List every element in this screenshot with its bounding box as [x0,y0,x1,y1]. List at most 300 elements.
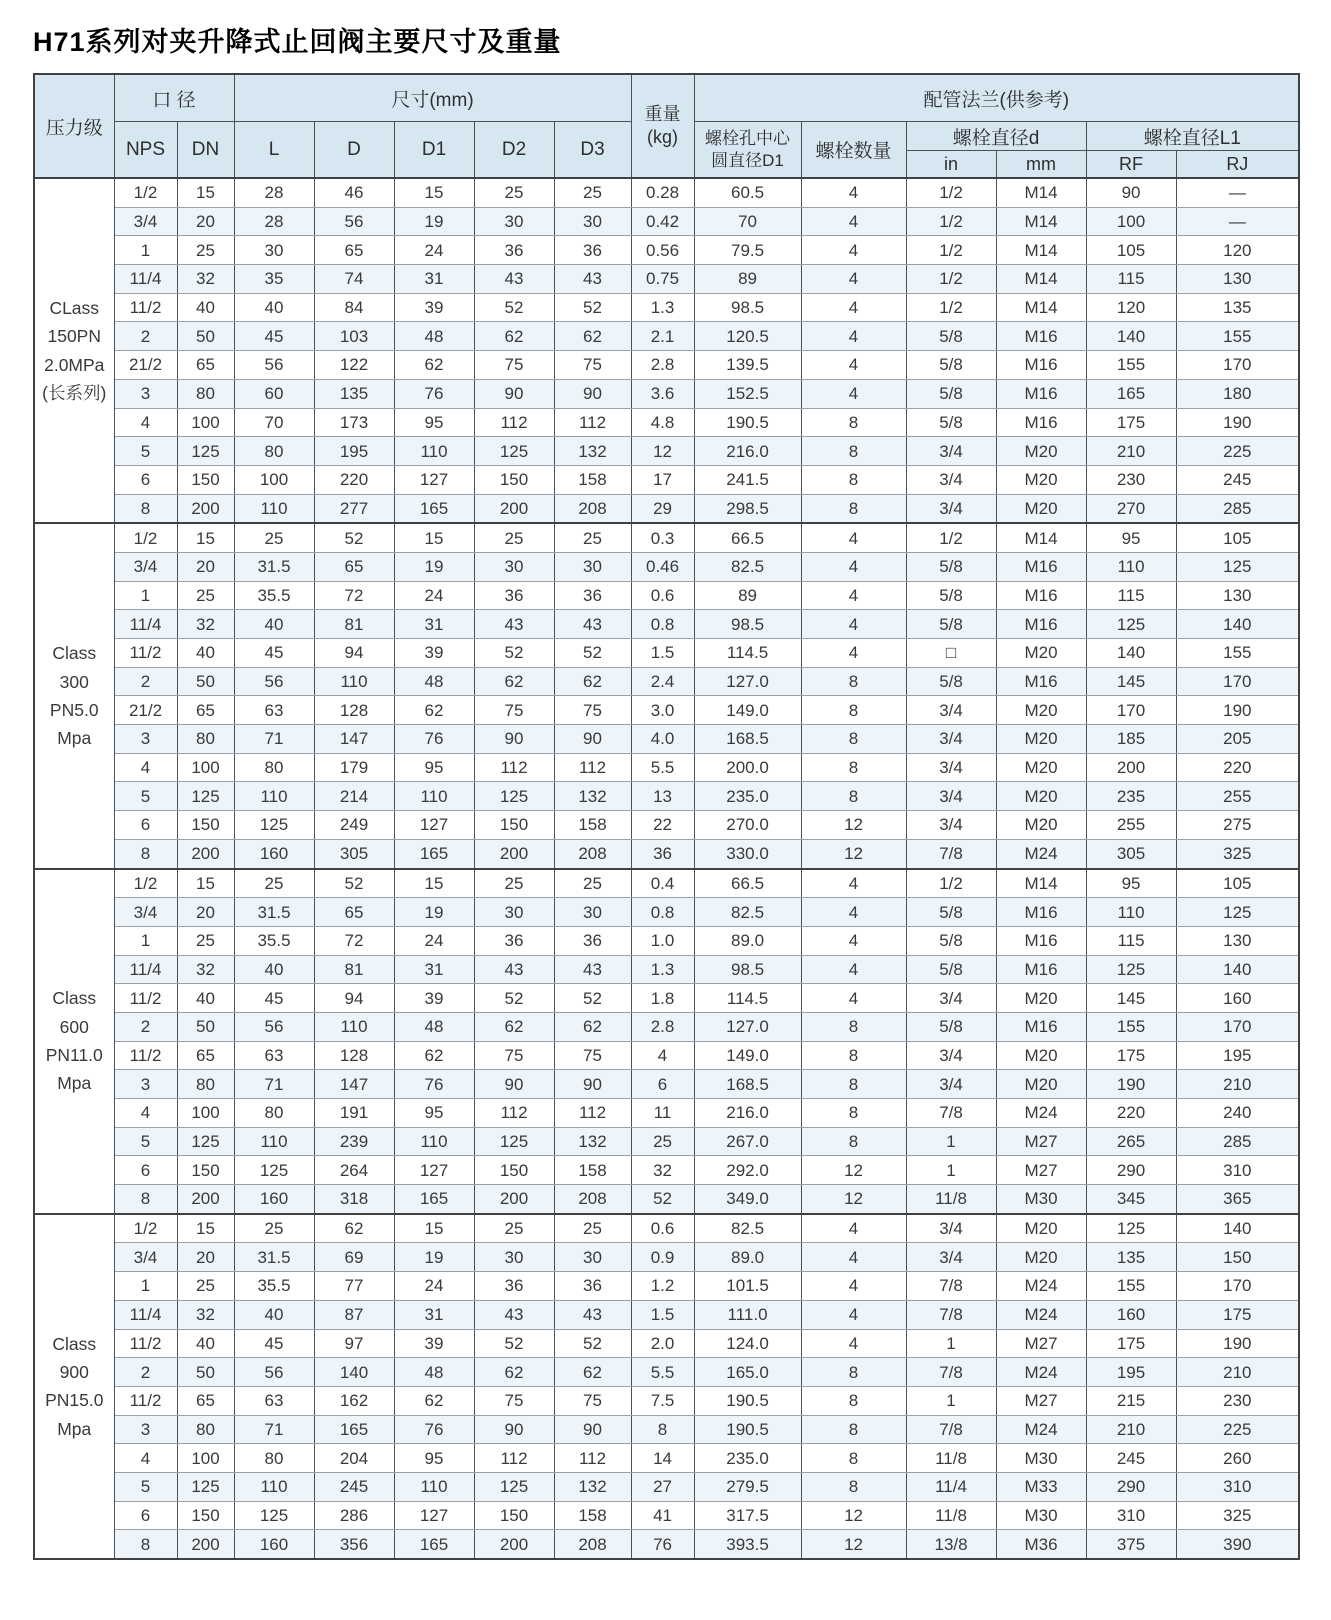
table-cell: 15 [394,523,474,552]
table-cell: 190 [1086,1070,1176,1099]
table-cell: 40 [177,1329,234,1358]
table-cell: 65 [314,898,394,927]
table-cell: 2 [114,667,177,696]
table-cell: 46 [314,178,394,207]
table-cell: 170 [1176,667,1299,696]
table-cell: — [1176,207,1299,236]
header-bolt-qty: 螺栓数量 [801,122,906,179]
table-cell: 80 [234,437,314,466]
table-cell: 298.5 [694,494,801,523]
table-cell: 162 [314,1386,394,1415]
table-cell: 40 [234,293,314,322]
table-cell: 98.5 [694,293,801,322]
table-cell: 115 [1086,265,1176,294]
table-cell: 1/2 [906,265,996,294]
pressure-class-label [34,1214,114,1559]
table-cell: 65 [314,236,394,265]
table-cell: 132 [554,1127,631,1156]
pressure-class-line: PN11.0 [45,1045,103,1066]
table-cell: 1.0 [631,926,694,955]
table-cell: 1/2 [906,293,996,322]
table-cell: 39 [394,639,474,668]
pressure-class-label [34,178,114,523]
table-cell: 110 [234,1472,314,1501]
table-cell: 75 [474,696,554,725]
table-cell: 31 [394,1300,474,1329]
table-cell: 8 [801,437,906,466]
table-cell: 30 [554,898,631,927]
table-cell: M30 [996,1444,1086,1473]
table-cell: 5/8 [906,898,996,927]
table-cell: M20 [996,465,1086,494]
table-cell: 20 [177,898,234,927]
table-cell: M20 [996,984,1086,1013]
table-row [34,465,1299,494]
table-cell: 31 [394,265,474,294]
table-cell: 125 [1086,1214,1176,1243]
table-cell: 230 [1086,465,1176,494]
table-cell: 325 [1176,839,1299,868]
table-cell: 89.0 [694,926,801,955]
table-cell: 62 [474,322,554,351]
table-cell: 60 [234,379,314,408]
table-cell: 25 [554,1214,631,1243]
table-cell: 25 [177,926,234,955]
table-cell: 150 [177,811,234,840]
table-cell: 5 [114,437,177,466]
header-weight-line1: 重量 [644,103,681,124]
table-cell: 267.0 [694,1127,801,1156]
table-cell: 241.5 [694,465,801,494]
table-cell: 125 [177,782,234,811]
table-body [34,178,1299,1559]
header-dim-d3: D3 [554,122,631,179]
table-cell: 150 [177,1156,234,1185]
table-cell: 15 [394,869,474,898]
table-cell: 114.5 [694,984,801,1013]
table-cell: 8 [801,753,906,782]
table-cell: 165 [394,1185,474,1214]
table-cell: M14 [996,523,1086,552]
table-cell: 110 [1086,898,1176,927]
table-cell: 318 [314,1185,394,1214]
table-cell: 365 [1176,1185,1299,1214]
table-cell: 39 [394,1329,474,1358]
table-cell: 8 [801,1472,906,1501]
table-cell: 56 [314,207,394,236]
table-cell: 45 [234,984,314,1013]
table-cell: 3 [114,379,177,408]
table-cell: 112 [474,408,554,437]
table-cell: M30 [996,1501,1086,1530]
table-row [34,1070,1299,1099]
header-flange: 配管法兰(供参考) [694,74,1299,122]
table-cell: 65 [314,552,394,581]
table-cell: 208 [554,1530,631,1559]
table-cell: 25 [474,178,554,207]
table-row [34,839,1299,868]
table-cell: 43 [474,955,554,984]
table-cell: 63 [234,696,314,725]
table-cell: M14 [996,869,1086,898]
table-cell: 12 [801,1185,906,1214]
table-cell: 6 [631,1070,694,1099]
table-row [34,437,1299,466]
table-cell: 180 [1176,379,1299,408]
table-cell: 48 [394,667,474,696]
table-cell: 5/8 [906,926,996,955]
header-dim-l: L [234,122,314,179]
table-cell: 3/4 [906,984,996,1013]
table-cell: 200 [474,839,554,868]
table-cell: 100 [177,753,234,782]
table-cell: 125 [474,437,554,466]
table-cell: 110 [1086,552,1176,581]
table-cell: 4 [801,898,906,927]
table-cell: 30 [474,898,554,927]
table-cell: M16 [996,898,1086,927]
table-cell: 11/2 [114,984,177,1013]
table-cell: 39 [394,293,474,322]
table-row [34,926,1299,955]
table-cell: 4 [801,1272,906,1301]
table-cell: 290 [1086,1472,1176,1501]
table-cell: 80 [177,379,234,408]
table-cell: 112 [474,1444,554,1473]
table-cell: 17 [631,465,694,494]
table-cell: 32 [177,265,234,294]
table-cell: 145 [1086,984,1176,1013]
table-cell: 50 [177,322,234,351]
table-cell: 43 [554,265,631,294]
table-cell: 25 [474,869,554,898]
table-cell: 90 [554,1070,631,1099]
pressure-class-line: 2.0MPa [44,354,105,375]
table-cell: 8 [114,494,177,523]
table-cell: 8 [801,1415,906,1444]
table-cell: 216.0 [694,1099,801,1128]
header-bolt-circle-line2: 圆直径D1 [711,150,784,170]
table-cell: 52 [314,869,394,898]
table-cell: 4 [801,322,906,351]
table-cell: 150 [177,1501,234,1530]
table-cell: 3/4 [906,1243,996,1272]
table-cell: 15 [177,1214,234,1243]
table-cell: 11/2 [114,293,177,322]
table-cell: 15 [394,1214,474,1243]
table-cell: 71 [234,1070,314,1099]
table-cell: 65 [177,696,234,725]
table-cell: 31.5 [234,898,314,927]
table-cell: 220 [1176,753,1299,782]
table-cell: 63 [234,1041,314,1070]
table-cell: 52 [554,293,631,322]
table-cell: 7.5 [631,1386,694,1415]
table-cell: 100 [1086,207,1176,236]
table-cell: 2.8 [631,351,694,380]
table-cell: 30 [474,207,554,236]
table-cell: 25 [554,178,631,207]
table-cell: 5/8 [906,667,996,696]
table-cell: 5/8 [906,322,996,351]
table-cell: 5/8 [906,408,996,437]
table-cell: 63 [234,1386,314,1415]
table-cell: 1.3 [631,293,694,322]
table-cell: 28 [234,178,314,207]
table-cell: 101.5 [694,1272,801,1301]
pressure-class-line: 600 [59,1016,89,1037]
pressure-class-line: (长系列) [42,382,107,403]
table-cell: 255 [1176,782,1299,811]
table-cell: 52 [554,1329,631,1358]
table-cell: M20 [996,1041,1086,1070]
table-cell: 105 [1176,869,1299,898]
table-cell: 235 [1086,782,1176,811]
table-cell: 5 [114,782,177,811]
table-cell: 210 [1176,1070,1299,1099]
table-row [34,869,1299,898]
table-cell: M20 [996,639,1086,668]
table-cell: 158 [554,1156,631,1185]
table-cell: 20 [177,207,234,236]
table-row [34,581,1299,610]
table-cell: 4 [801,581,906,610]
table-cell: 7/8 [906,1300,996,1329]
table-cell: 25 [177,581,234,610]
header-nps: NPS [114,122,177,179]
table-cell: 25 [234,869,314,898]
table-cell: 393.5 [694,1530,801,1559]
table-cell: 170 [1176,1012,1299,1041]
table-cell: 40 [234,610,314,639]
table-cell: 1 [906,1329,996,1358]
table-cell: 8 [801,1127,906,1156]
table-cell: 75 [474,1041,554,1070]
table-cell: 27 [631,1472,694,1501]
table-cell: 135 [314,379,394,408]
table-cell: 76 [394,379,474,408]
table-cell: 155 [1176,322,1299,351]
table-row [34,898,1299,927]
table-cell: 70 [234,408,314,437]
pressure-class-line: Class [52,1333,97,1354]
table-cell: 165 [1086,379,1176,408]
table-cell: M16 [996,955,1086,984]
table-cell: 103 [314,322,394,351]
table-cell: 30 [554,1243,631,1272]
table-cell: 275 [1176,811,1299,840]
table-cell: 3/4 [906,725,996,754]
table-cell: 20 [177,552,234,581]
table-cell: 128 [314,696,394,725]
table-cell: 8 [801,1041,906,1070]
table-cell: 179 [314,753,394,782]
table-cell: 94 [314,984,394,1013]
table-cell: 8 [801,1386,906,1415]
table-cell: 125 [234,811,314,840]
table-cell: 15 [177,869,234,898]
table-cell: 4 [801,379,906,408]
table-cell: 120 [1086,293,1176,322]
header-weight [631,74,694,178]
table-cell: 60.5 [694,178,801,207]
table-cell: 5.5 [631,1358,694,1387]
table-cell: 6 [114,465,177,494]
table-cell: 25 [554,869,631,898]
table-row [34,1501,1299,1530]
table-cell: 62 [474,1358,554,1387]
table-cell: 5/8 [906,552,996,581]
table-cell: 0.3 [631,523,694,552]
table-cell: 2.1 [631,322,694,351]
table-cell: 349.0 [694,1185,801,1214]
table-row [34,984,1299,1013]
table-cell: 1/2 [114,869,177,898]
table-cell: M27 [996,1127,1086,1156]
table-cell: 4 [801,984,906,1013]
table-cell: M16 [996,1012,1086,1041]
table-cell: 80 [234,1444,314,1473]
table-cell: 290 [1086,1156,1176,1185]
table-cell: 95 [394,1444,474,1473]
table-cell: 7/8 [906,1099,996,1128]
table-cell: 165 [314,1415,394,1444]
table-cell: 150 [1176,1243,1299,1272]
pressure-class-line: Mpa [57,728,92,749]
table-cell: 62 [554,1012,631,1041]
table-cell: 11/2 [114,1041,177,1070]
pressure-class-line: 150PN [47,326,101,347]
pressure-class-line: Mpa [57,1073,92,1094]
table-cell: 7/8 [906,1358,996,1387]
table-cell: 125 [474,782,554,811]
table-cell: 245 [314,1472,394,1501]
table-cell: 90 [554,379,631,408]
table-cell: 74 [314,265,394,294]
table-cell: 170 [1176,351,1299,380]
table-cell: 125 [474,1472,554,1501]
table-cell: 120.5 [694,322,801,351]
pressure-class-line: PN15.0 [45,1390,104,1411]
table-cell: 132 [554,1472,631,1501]
table-cell: 1.5 [631,1300,694,1329]
header-bolt-dia-d: 螺栓直径d [906,122,1086,151]
table-cell: 19 [394,552,474,581]
table-row [34,236,1299,265]
pressure-class-label [34,523,114,868]
table-cell: 125 [177,1127,234,1156]
table-cell: 13 [631,782,694,811]
table-cell: 125 [1086,610,1176,639]
table-cell: 95 [1086,523,1176,552]
table-cell: M20 [996,1070,1086,1099]
table-row [34,1127,1299,1156]
table-cell: 80 [234,1099,314,1128]
header-rj: RJ [1176,151,1299,179]
table-cell: 4 [801,293,906,322]
table-cell: M16 [996,379,1086,408]
table-cell: M20 [996,725,1086,754]
table-cell: 115 [1086,581,1176,610]
table-cell: 31.5 [234,552,314,581]
table-cell: 125 [474,1127,554,1156]
table-cell: 175 [1086,1329,1176,1358]
table-cell: 235.0 [694,1444,801,1473]
table-cell: 255 [1086,811,1176,840]
table-cell: 11 [631,1099,694,1128]
table-cell: 25 [177,236,234,265]
table-cell: 35.5 [234,581,314,610]
table-cell: 150 [474,465,554,494]
table-cell: 3/4 [906,696,996,725]
table-cell: 62 [314,1214,394,1243]
table-cell: 35 [234,265,314,294]
table-cell: M16 [996,610,1086,639]
table-cell: 127 [394,1156,474,1185]
table-cell: 52 [474,293,554,322]
table-cell: 11/2 [114,639,177,668]
table-row [34,610,1299,639]
table-row [34,782,1299,811]
table-cell: 125 [1086,955,1176,984]
table-row [34,955,1299,984]
table-cell: 24 [394,1272,474,1301]
table-cell: 62 [474,667,554,696]
table-cell: 72 [314,581,394,610]
table-cell: 36 [631,839,694,868]
table-cell: 112 [474,753,554,782]
table-cell: 112 [554,1099,631,1128]
table-cell: 35.5 [234,926,314,955]
table-cell: 72 [314,926,394,955]
table-row [34,1329,1299,1358]
table-cell: 3.0 [631,696,694,725]
dimensions-table [33,73,1300,1560]
table-cell: 8 [801,696,906,725]
table-cell: 95 [394,408,474,437]
table-cell: 356 [314,1530,394,1559]
table-cell: 56 [234,1358,314,1387]
header-dim-d2: D2 [474,122,554,179]
table-cell: 8 [801,1012,906,1041]
table-cell: 70 [694,207,801,236]
table-cell: 215 [1086,1386,1176,1415]
table-cell: 110 [394,782,474,811]
table-cell: 62 [394,1386,474,1415]
table-cell: 52 [554,984,631,1013]
table-cell: 52 [314,523,394,552]
table-cell: 375 [1086,1530,1176,1559]
table-cell: 127 [394,465,474,494]
table-cell: 1/2 [906,236,996,265]
table-cell: 3 [114,1070,177,1099]
table-cell: 5/8 [906,610,996,639]
table-cell: 1 [906,1386,996,1415]
table-cell: 170 [1176,1272,1299,1301]
table-cell: M16 [996,926,1086,955]
table-row [34,1386,1299,1415]
table-cell: 8 [801,667,906,696]
table-cell: 90 [554,725,631,754]
table-cell: 3/4 [114,898,177,927]
table-row [34,178,1299,207]
table-cell: M27 [996,1386,1086,1415]
table-cell: 1/2 [906,869,996,898]
header-unit-in: in [906,151,996,179]
header-rf: RF [1086,151,1176,179]
table-row [34,1185,1299,1214]
table-cell: 2 [114,1012,177,1041]
